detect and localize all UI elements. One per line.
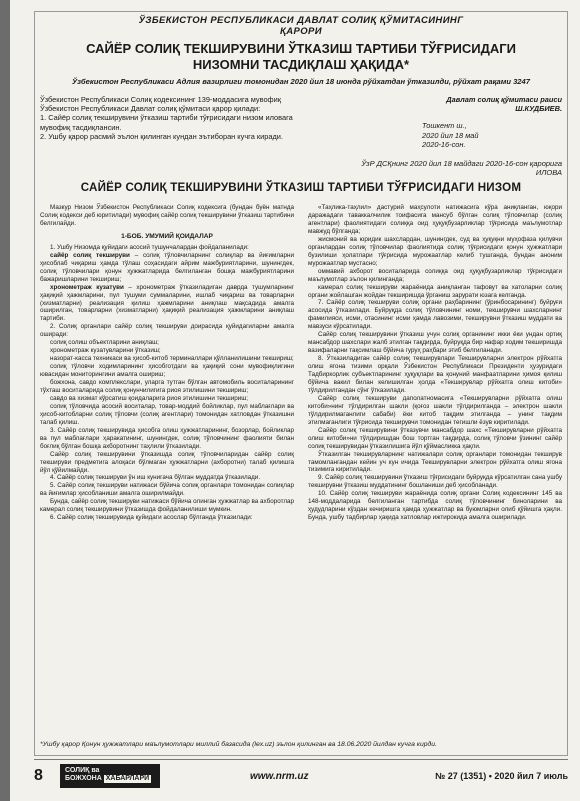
list-item: солиқ тўловчида асосий воситалар, товар-моддий бойликлар, пул маблағлари ва ҳисоб-китобларни солиқ тўловчи (солиқ агентлари) томонидан хатловдан ўтказишни талаб қилиш. bbox=[40, 402, 294, 426]
paragraph: камерал солиқ текшируви жараёнида аниқланган тафовут ва хатоларни солиқ органи жойлашган жойдан текширишда ўрганиш зарурати юзага келганда. bbox=[308, 283, 562, 299]
right-column bbox=[308, 204, 562, 522]
left-column bbox=[40, 204, 294, 522]
decree-intro: Ўзбекистон Республикаси Солиқ кодексининг 139-моддасига мувофиқ Ўзбекистон Республикаси Давлат солиқ қўмитаси қарор қилади: bbox=[40, 95, 281, 114]
paragraph: Бунда, сайёр солиқ текшируви натижаси бўйича олинган ҳужжатлар ва ахборотлар камерал солиқ текширувини ўтказишда фойдаланилиши мумкин. bbox=[40, 498, 294, 514]
paragraph: Сайёр солиқ текширувини ўтказиш учун солиқ органининг икки ёки ундан ортиқ мансабдор шахслари жалб этилган тақдирда, буйруқда бир нафар ходим текширишда вазифаларни тақсимлаш бўйича гуруҳ раҳбари этиб белгиланади. bbox=[308, 331, 562, 355]
paragraph: 5. Сайёр солиқ текшируви натижаси бўйича солиқ органлари томонидан солиқлар ва йиғимлар ҳисобланиши амалга оширилмайди. bbox=[40, 482, 294, 498]
paragraph: 4. Сайёр солиқ текшируви ўн иш кунигача бўлган муддатда ўтказилади. bbox=[50, 474, 261, 482]
website-link[interactable]: www.nrm.uz bbox=[250, 770, 309, 782]
paragraph: 7. Сайёр солиқ текшируви солиқ органи раҳбарининг (ўринбосарининг) буйруғи асосида ўтказилади. Буйруқда солиқ тўловчининг номи, текширувчи шахсларнинг фамилияси, исми, отасининг исми ҳамда лавозими, текширувни ўтказиш муддати ва мавзуси кўрсатилади. bbox=[308, 299, 562, 331]
issuing-authority: ЎЗБЕКИСТОН РЕСПУБЛИКАСИ ДАВЛАТ СОЛИҚ ҚЎМИТАСИНИНГ bbox=[138, 15, 464, 26]
decree-item-2: 2. Ушбу қарор расмий эълон қилинган кундан эътиборан кучга киради. bbox=[40, 131, 283, 141]
paragraph: 10. Сайёр солиқ текшируви жараёнида солиқ органи Солиқ кодексининг 145 ва 148-моддаларида белгиланган тартибда солиқ тўловчининг биноларини ва ҳудудларини кўздан кечиришга ҳамда ҳужжатлар ва буюмларни олиб қўйишга ҳақли. Бунда, ушбу тадбирлар ҳақида хатловлар ижтирокида амалга оширилади. bbox=[308, 490, 562, 522]
definition: – хронометраж ўтказиладиган даврда тушумларнинг ҳақиқий ҳажмларини, пул тушуми суммаларини, ишлаб чиқариш ва товарларни (хизматларни) реализация қилиш ҳажмларини аниқлаш мақсадида амалга оширилган, товарларни (хизматларни) ҳақиқий реализация ҳажмларини аниқлаш тартиби. bbox=[40, 283, 295, 323]
paragraph: Сайёр солиқ текширувини ўтказувчи мансабдор шахс «Текширувларни рўйхатга олиш китоби»ни тўлдиришдан бош тортган тақдирда, солиқ тўловчи ўзининг сайёр солиқ текширувидан ўтказилишига йўл қўймасликка ҳақли. bbox=[308, 426, 562, 450]
article-content bbox=[40, 15, 562, 522]
signer-title: Давлат солиқ қўмитаси раиси bbox=[446, 95, 562, 104]
paragraph: «Таҳлика-таҳлил» дастурий маҳсулоти натижасига кўра аниқланган, юқори даражадаги таваккалчилик тоифасига мансуб бўлган солиқ тўловчилар (солиқ агентлари) фаолиятидаги солиққа оид ҳуқуқбузарликлар тўғрисида маълумотлар мавжуд бўлганда; bbox=[308, 204, 562, 235]
annex-label: ИЛОВА bbox=[535, 168, 562, 178]
logo-word: СОЛИҚ bbox=[65, 767, 90, 774]
paragraph: оммавий ахборот воситаларида солиққа оид ҳуқуқбузарликлар тўғрисидаги маълумотлар эълон қилинганда; bbox=[308, 267, 562, 283]
term: сайёр солиқ текшируви bbox=[50, 251, 130, 259]
paragraph: Мазкур Низом Ўзбекистон Республикаси Солиқ кодексига (бундан буён матнда Солиқ кодекси деб юритилади) мувофиқ сайёр солиқ текширувини ўтказиш тартибини белгилайди. bbox=[40, 204, 294, 227]
list-item: хронометраж кузатувларини ўтказиш; bbox=[50, 347, 161, 355]
paragraph: 1. Ушбу Низомда қуйидаги асосий тушунчалардан фойдаланилади: bbox=[50, 243, 249, 251]
decree-title: САЙЁР СОЛИҚ ТЕКШИРУВИНИ ЎТКАЗИШ ТАРТИБИ ТЎҒРИСИДАГИ НИЗОМНИ ТАСДИҚЛАШ ҲАҚИДА* bbox=[86, 41, 516, 72]
signer-name: Ш.КУДБИЕВ. bbox=[515, 104, 562, 114]
logo-word: БОЖХОНА bbox=[65, 775, 102, 782]
paragraph: 2. Солиқ органлари сайёр солиқ текшируви доирасида қуйидагиларни амалга оширади: bbox=[40, 323, 294, 339]
definition-paragraph bbox=[40, 252, 294, 284]
list-item: солиқ тўловчи ходимларининг ҳисобготдаги ва ҳақиқий сони мувофиқлигини ювасидан мониторингини амалга ошириш; bbox=[40, 363, 294, 379]
decree-date-block bbox=[362, 121, 562, 149]
decree-item-1: 1. Сайёр солиқ текширувини ўтказиш тартиби тўғрисидаги низом иловага мувофиқ тасдиқлансин. bbox=[40, 113, 293, 132]
decree-text bbox=[40, 95, 308, 149]
paragraph: 6. Сайёр солиқ текширувида қуйидаги асослар бўлганда ўтказилади: bbox=[50, 514, 253, 522]
decree-number: 2020-16-сон. bbox=[422, 139, 466, 149]
issue-info: № 27 (1351) • 2020 йил 7 июль bbox=[435, 771, 568, 781]
chapter-heading: 1-БОБ. УМУМИЙ ҚОИДАЛАР bbox=[121, 232, 213, 240]
term: хронометраж кузатуви bbox=[50, 283, 124, 291]
body-columns bbox=[40, 204, 562, 522]
paragraph: Сайёр солиқ текширувини ўтказишда солиқ тўловчиларидан сайёр солиқ текшируви предметига алоқаси бўлмаган ҳужжатларни (ахборотни) талаб қилишга йўл қўйилмайди. bbox=[40, 450, 294, 474]
list-item: назорат-касса техникаси ва ҳисоб-китоб терминаллари қўлланилишини текшириш; bbox=[50, 355, 294, 363]
paragraph: 8. Ўтказиладиган сайёр солиқ текширувлари Текширувларни электрон рўйхатга олиш ягона тизими орқали Ўзбекистон Республикаси Президенти ҳузуридаги Тадбиркорлик субъектларининг ҳуқуқлари ва қонуний манфаатларини ҳимоя қилиш бўйича вакил билан келишилган ҳолда «Текширувлар рўйхатга олиш китоби» тўлдирилгандан сўнг ўтказилади. bbox=[308, 355, 562, 394]
list-item: божхона, савдо комплекслари, уларга тутган бўлган автомобиль воситаларининг тўхташ воситаларида солиқ қонунчилигига риоя этилишини текшириш; bbox=[40, 379, 294, 394]
approval-line: ЎзР ДСҚнинг 2020 йил 18 майдаги 2020-16-сон қарорига bbox=[361, 159, 562, 169]
logo-amp: ва bbox=[91, 767, 100, 774]
logo-bar: ХАБАРЛАРИ bbox=[105, 775, 150, 782]
decree-block bbox=[40, 95, 562, 149]
page-number: 8 bbox=[34, 767, 43, 784]
paragraph: 3. Сайёр солиқ текширувида ҳисобга олиш ҳужжатларининг, бозорлар, бойликлар ва пул маблағлари ҳаракатининг, шунингдек, солиқ тўловчининг фаолияти билан боғлиқ бўлган бошқа ахборотнинг таҳлили ўтказилади. bbox=[40, 426, 294, 450]
paragraph: 9. Сайёр солиқ текширувини ўтказиш тўғрисидаги буйруқда кўрсатилган сана ушбу текширувни ўтказиш муддатининг бошланиши деб ҳисобланади. bbox=[308, 474, 562, 490]
list-item: солиқ солиш объектларини аниқлаш; bbox=[50, 339, 159, 347]
signature-block bbox=[362, 95, 562, 149]
footnote: *Ушбу қарор Қонун ҳужжатлари маълумотлари миллий базасида (lex.uz) эълон қилинган ва 18.06.2020 йилдан кучга кирди. bbox=[40, 741, 437, 748]
paragraph: Ўтказилган текширувларнинг натижалари солиқ органлари томонидан текширув тамомлангандан кейин уч кун ичида Текширувларни электрон рўйхатга олиш ягона тизимига киритилади. bbox=[308, 450, 562, 474]
paragraph: жисмоний ва юридик шахслардан, шунингдек, суд ва ҳуқуқни муҳофаза қилувчи органлардан солиқ тўловчилар фаолиятида солиқ тўғрисидаги қонун ҳужжатлари бузилиши ҳолатлари тўғрисида мурожаатлар келиб тушганда, бундан аноним мурожаатлар мустасно; bbox=[308, 235, 562, 267]
list-item: савдо ва хизмат кўрсатиш қоидаларига риоя этилишини текшириш; bbox=[50, 394, 249, 402]
decree-date: 2020 йил 18 май bbox=[422, 130, 479, 140]
page-footer bbox=[34, 759, 568, 792]
paragraph: Сайёр солиқ текшируви даполатномасига «Текширувларни рўйхатга олиш китоби»нинг тўлдирилган шакли (қоғоз шакли тўлдирилганда – электрон шакли тўлдирилмаганлиги сабаби) ёки китоб тақдим этилганда – унинг тақдим этилмаганлиги тўғрисида текширувчи томонидан тегишли ёзув киритилади. bbox=[308, 394, 562, 426]
approval-annex bbox=[40, 159, 562, 177]
definition-paragraph bbox=[40, 284, 294, 324]
newspaper-logo bbox=[60, 764, 160, 788]
definition: – солиқ тўловчиларнинг солиқлар ва йиғимларни ҳисоблаб чиқариш ҳамда тўлаш соҳасидаги айрим мажбуриятларини, шунингдек, солиқ тўловчилари қонун ҳужжатларида белгиланган бошқа мажбуриятларини бажаришларини текшириш; bbox=[40, 251, 294, 283]
regulation-title: САЙЁР СОЛИҚ ТЕКШИРУВИНИ ЎТКАЗИШ ТАРТИБИ ТЎҒРИСИДАГИ НИЗОМ bbox=[80, 181, 522, 195]
decree-city: Тошкент ш., bbox=[422, 121, 467, 131]
document-type: ҚАРОРИ bbox=[280, 26, 322, 37]
registration-note: Ўзбекистон Республикаси Адлия вазирлиги томонидан 2020 йил 18 июнда рўйхатдан ўтказилди, рўйхат рақами 3247 bbox=[72, 77, 530, 86]
